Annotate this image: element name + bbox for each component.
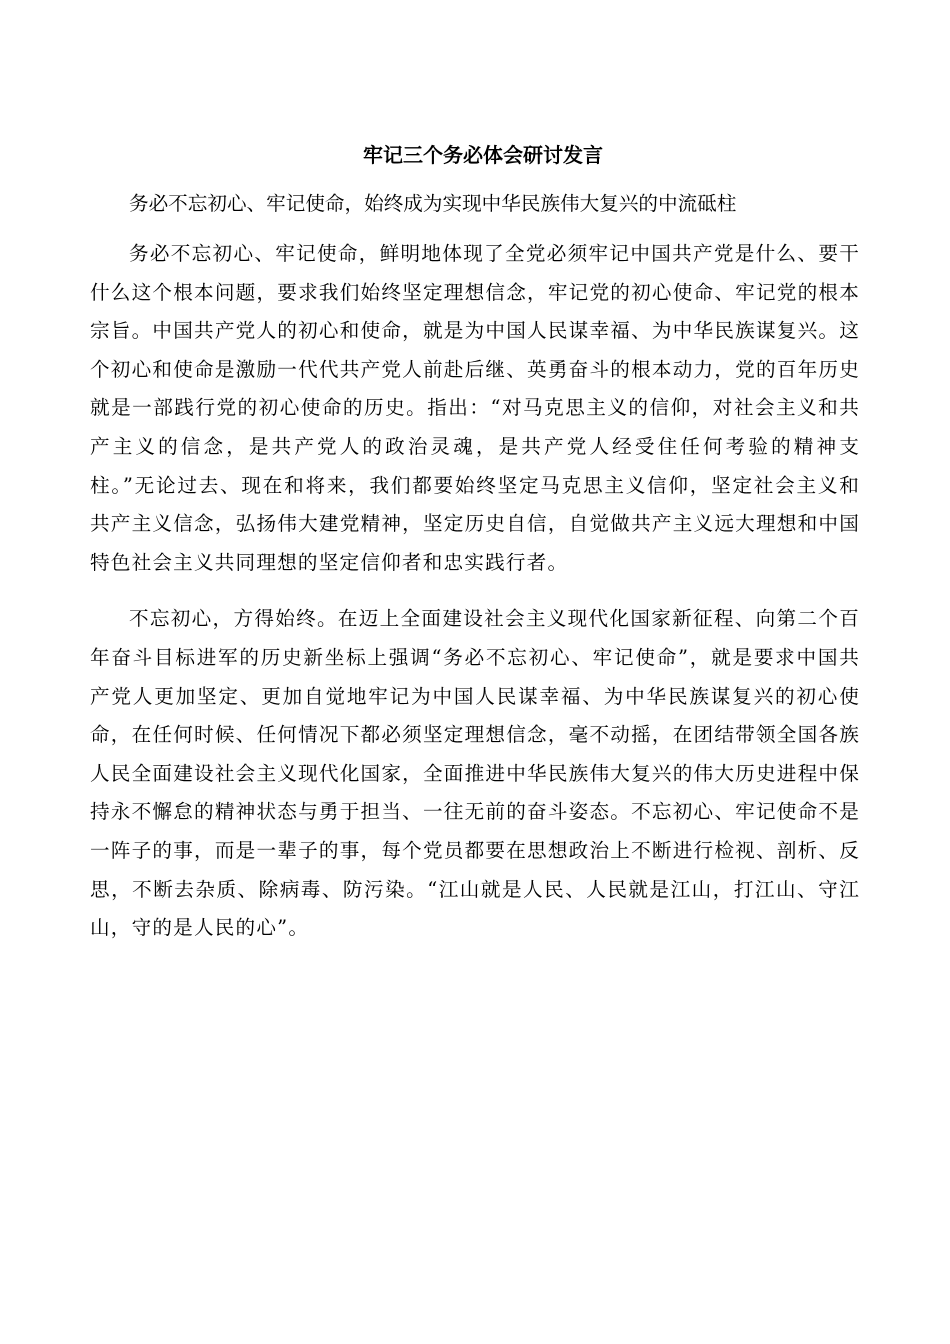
body-paragraph-2: 不忘初心，方得始终。在迈上全面建设社会主义现代化国家新征程、向第二个百年奋斗目标进军的历史新坐标上强调“务必不忘初心、牢记使命”，就是要求中国共产党人更加坚定、更加自觉地牢记为中国人民谋幸福、为中华民族谋复兴的初心使命，在任何时候、任何情况下都必须坚定理想信念，毫不动摇，在团结带领全国各族人民全面建设社会主义现代化国家，全面推进中华民族伟大复兴的伟大历史进程中保持永不懈怠的精神状态与勇于担当、一往无前的奋斗姿态。不忘初心、牢记使命不是一阵子的事，而是一辈子的事，每个党员都要在思想政治上不断进行检视、剖析、反思，不断去杂质、除病毒、防污染。“江山就是人民、人民就是江山，打江山、守江山，守的是人民的心”。 (90, 607, 860, 940)
document-page (90, 140, 860, 948)
body-paragraph-1: 务必不忘初心、牢记使命，鲜明地体现了全党必须牢记中国共产党是什么、要干什么这个根本问题，要求我们始终坚定理想信念，牢记党的初心使命、牢记党的根本宗旨。中国共产党人的初心和使命，就是为中国人民谋幸福、为中华民族谋复兴。这个初心和使命是激励一代代共产党人前赴后继、英勇奋斗的根本动力，党的百年历史就是一部践行党的初心使命的历史。指出：“对马克思主义的信仰，对社会主义和共产主义的信念，是共产党人的政治灵魂，是共产党人经受住任何考验的精神支柱。”无论过去、现在和将来，我们都要始终坚定马克思主义信仰，坚定社会主义和共产主义信念，弘扬伟大建党精神，坚定历史自信，自觉做共产主义远大理想和中国特色社会主义共同理想的坚定信仰者和忠实践行者。 (90, 242, 860, 574)
document-title: 牢记三个务必体会研讨发言 (363, 143, 603, 167)
document-subtitle: 务必不忘初心、牢记使命，始终成为实现中华民族伟大复兴的中流砥柱 (129, 192, 737, 215)
